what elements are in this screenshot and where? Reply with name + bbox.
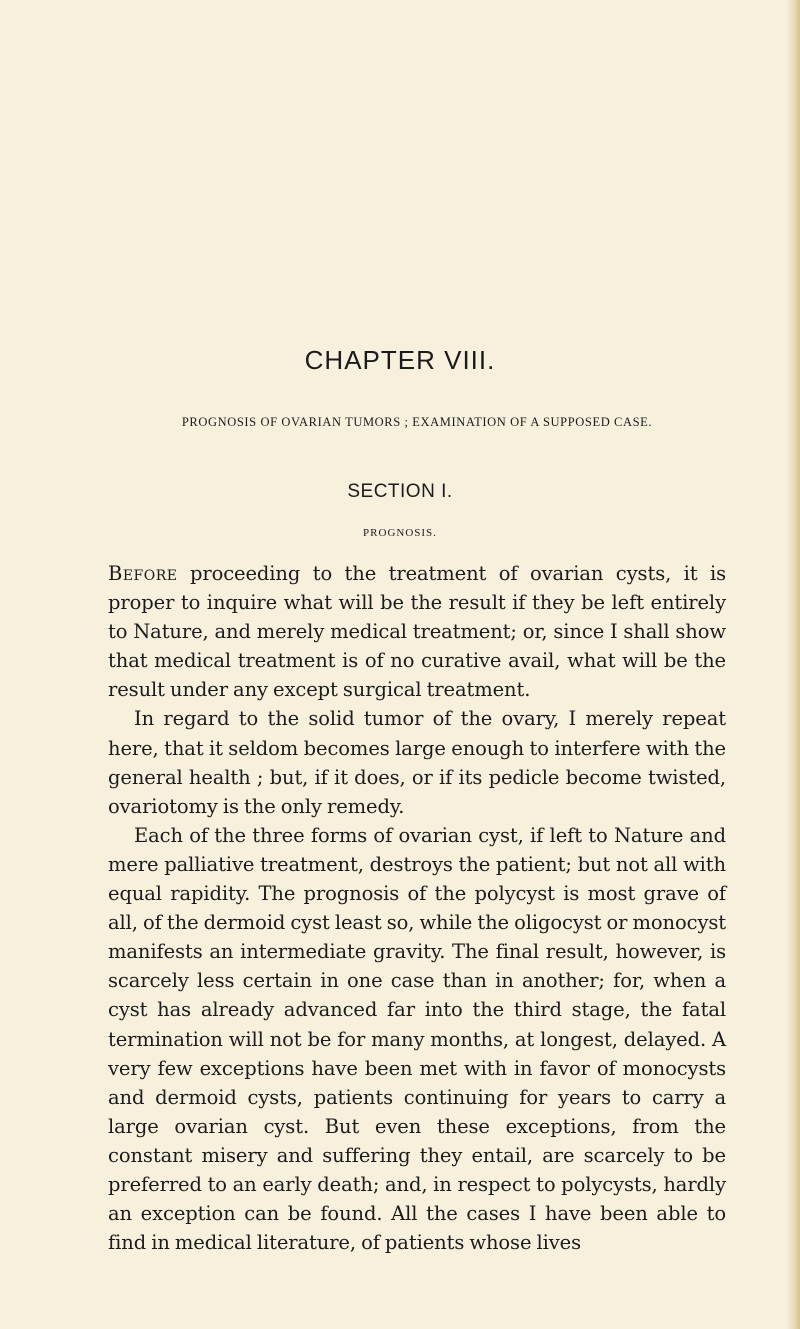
chapter-title: CHAPTER VIII. [304,345,496,375]
page-edge-shadow [786,0,800,1329]
paragraph-1-text: proceeding to the treatment of ovarian cysts, it is proper to inquire what will be the result if they be left entirely to Nature, and merely medical treatment; or, since I shall show that medical treatment is of no curative avail, what will be the result under any except surgical treatment. [108,562,726,702]
chapter-subtitle: PROGNOSIS OF OVARIAN TUMORS ; EXAMINATION OF A SUPPOSED CASE. [181,415,653,429]
section-title: SECTION I. [347,481,453,502]
section-subtitle: PROGNOSIS. [363,527,437,539]
paragraph-1 [108,559,726,704]
body-text [108,559,726,1257]
paragraph-2: In regard to the solid tumor of the ovary, I merely repeat here, that it seldom becomes large enough to interfere with the general health ; but, if it does, or if its pedicle become twisted, ovariotomy is the only remedy. [108,707,726,818]
paragraph-lead-word: Before [108,562,178,585]
paragraph-3: Each of the three forms of ovarian cyst, if left to Nature and mere palliative treatment, destroys the patient; but not all with equal rapidity. The prognosis of the polycyst is most grave of all, of the dermoid cyst least so, while the oligocyst or monocyst manifests an intermediate gravity. The final result, however, is scarcely less certain in one case than in another; for, when a cyst has already advanced far into the third stage, the fatal termination will not be for many months, at longest, delayed. A very few exceptions have been met with in favor of monocysts and dermoid cysts, patients continuing for years to carry a large ovarian cyst. But even these exceptions, from the constant misery and suffering they entail, are scarcely to be preferred to an early death; and, in respect to polycysts, hardly an exception can be found. All the cases I have been able to find in medical literature, of patients whose lives [108,823,726,1255]
